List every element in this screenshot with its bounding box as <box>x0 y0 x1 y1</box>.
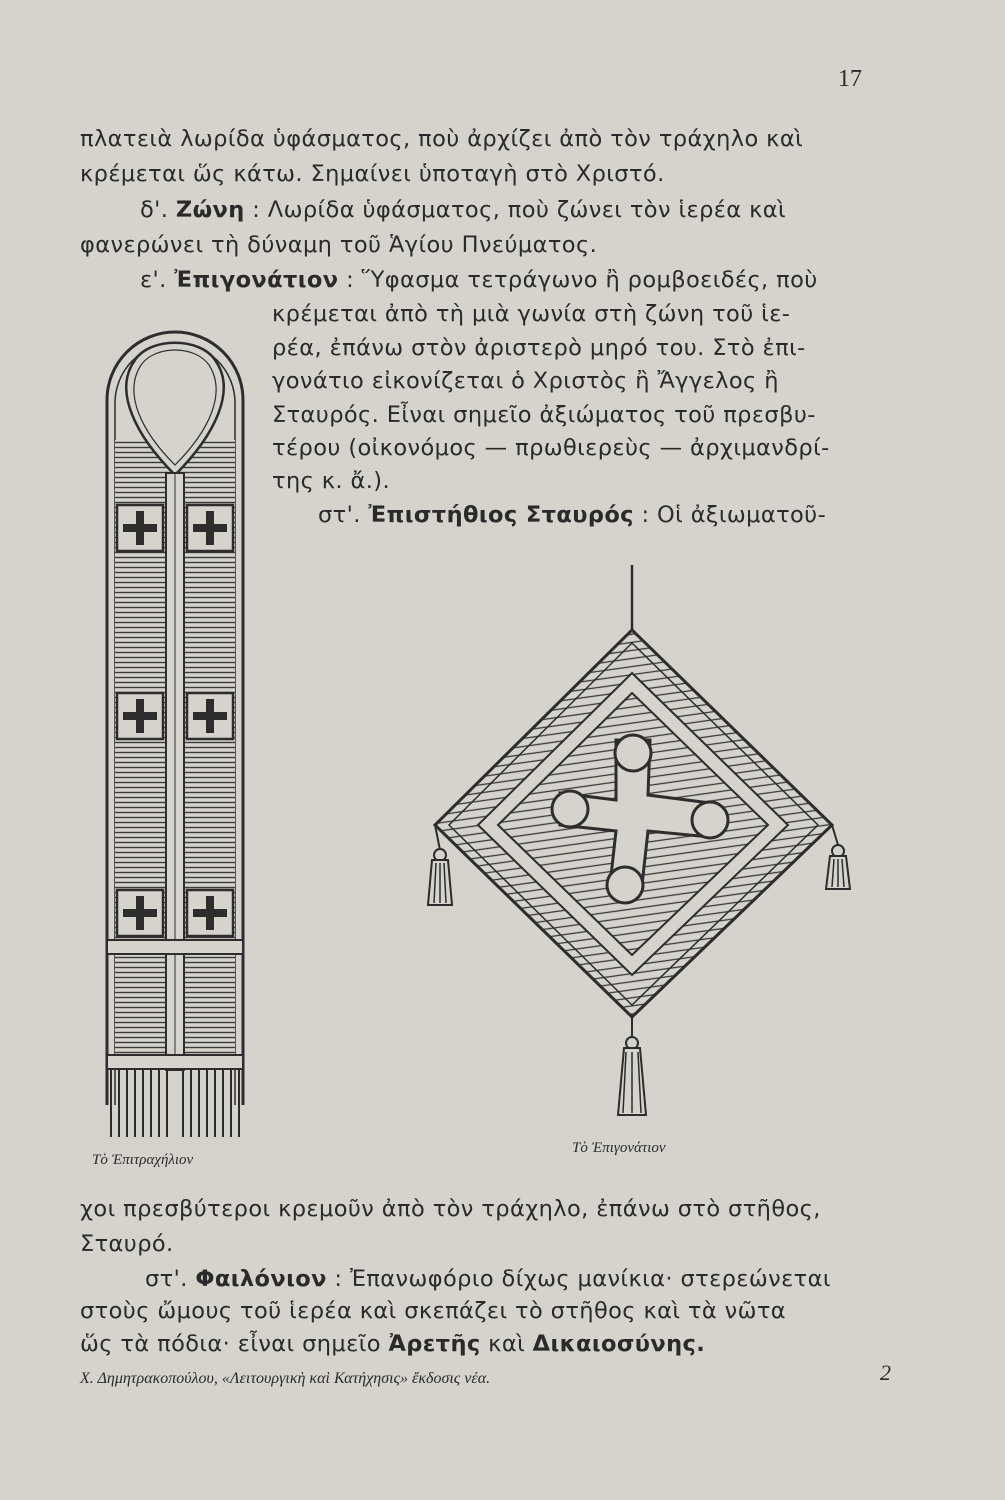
phelonion-marker: στ'. <box>145 1266 188 1292</box>
epitrachelion-illustration <box>95 315 255 1145</box>
epistithios-line1: : Οἱ ἀξιωματοῦ- <box>641 502 827 528</box>
phelonion-term2: Ἀρετῆς <box>388 1331 481 1357</box>
signature-mark: 2 <box>880 1360 891 1385</box>
zoni-paragraph <box>140 199 786 222</box>
epigonation-term: Ἐπιγονάτιον <box>174 267 339 293</box>
zoni-term: Ζώνη <box>175 197 245 223</box>
epigonation-line: κρέμεται ἀπὸ τὴ μιὰ γωνία στὴ ζώνη τοῦ ἱε- <box>272 301 791 327</box>
epigonation-line: γονάτιο εἰκονίζεται ὁ Χριστὸς ἢ Ἄγγελος ἢ <box>272 368 779 394</box>
epigonation-line1: : Ὕφασμα τετράγωνο ἢ ρομβοειδές, ποὺ <box>346 267 818 293</box>
phelonion-line1: : Ἐπανωφόριο δίχως μανίκια· στερεώνεται <box>334 1266 831 1292</box>
body-line-2: κρέμεται ὥς κάτω. Σημαίνει ὑποταγὴ στὸ Χριστό. <box>80 161 665 187</box>
epistithios-cont-line2: Σταυρό. <box>80 1231 174 1257</box>
phelonion-line2: στοὺς ὤμους τοῦ ἱερέα καὶ σκεπάζει τὸ στῆθος καὶ τὰ νῶτα <box>80 1298 787 1324</box>
epistithios-term: Ἐπιστήθιος Σταυρός <box>368 502 634 528</box>
epigonation-marker: ε'. <box>140 267 167 293</box>
caption-epigonation: Τὸ Ἐπιγονάτιον <box>572 1140 666 1156</box>
epigonation-line: της κ. ἄ.). <box>272 468 391 494</box>
epigonation-line: Σταυρός. Εἶναι σημεῖο ἀξιώματος τοῦ πρεσβυ- <box>272 402 816 428</box>
footer-citation: Χ. Δημητρακοπούλου, «Λειτουργικὴ καὶ Κατήχησις» ἔκδοσις νέα. <box>80 1370 491 1387</box>
caption-epitrachelion: Τὸ Ἐπιτραχήλιον <box>92 1152 194 1168</box>
phelonion-term: Φαιλόνιον <box>195 1266 327 1292</box>
phelonion-term3: Δικαιοσύνης. <box>532 1331 706 1357</box>
zoni-line2: φανερώνει τὴ δύναμη τοῦ Ἁγίου Πνεύματος. <box>80 232 598 258</box>
zoni-line1: : Λωρίδα ὑφάσματος, ποὺ ζώνει τὸν ἱερέα καὶ <box>252 197 786 223</box>
phelonion-and: καὶ <box>488 1331 526 1357</box>
page-number: 17 <box>838 66 862 92</box>
body-line-1: πλατειὰ λωρίδα ὑφάσματος, ποὺ ἀρχίζει ἀπὸ τὸν τράχηλο καὶ <box>80 126 804 152</box>
epistithios-marker: στ'. <box>318 502 361 528</box>
epigonation-line: τέρου (οἰκονόμος — πρωθιερεὺς — ἀρχιμανδρί- <box>272 435 830 461</box>
phelonion-line3 <box>80 1333 705 1356</box>
phelonion-line3-start: ὥς τὰ πόδια· εἶναι σημεῖο <box>80 1331 381 1357</box>
phelonion-paragraph <box>145 1268 831 1291</box>
epistithios-cont-line1: χοι πρεσβύτεροι κρεμοῦν ἀπὸ τὸν τράχηλο, ἐπάνω στὸ στῆθος, <box>80 1196 821 1222</box>
epigonation-line: ρέα, ἐπάνω στὸν ἀριστερὸ μηρό του. Στὸ ἐπι- <box>272 335 806 361</box>
epistithios-paragraph <box>318 504 826 527</box>
zoni-marker: δ'. <box>140 197 169 223</box>
epigonation-paragraph <box>140 269 818 292</box>
epigonation-illustration <box>420 555 870 1130</box>
